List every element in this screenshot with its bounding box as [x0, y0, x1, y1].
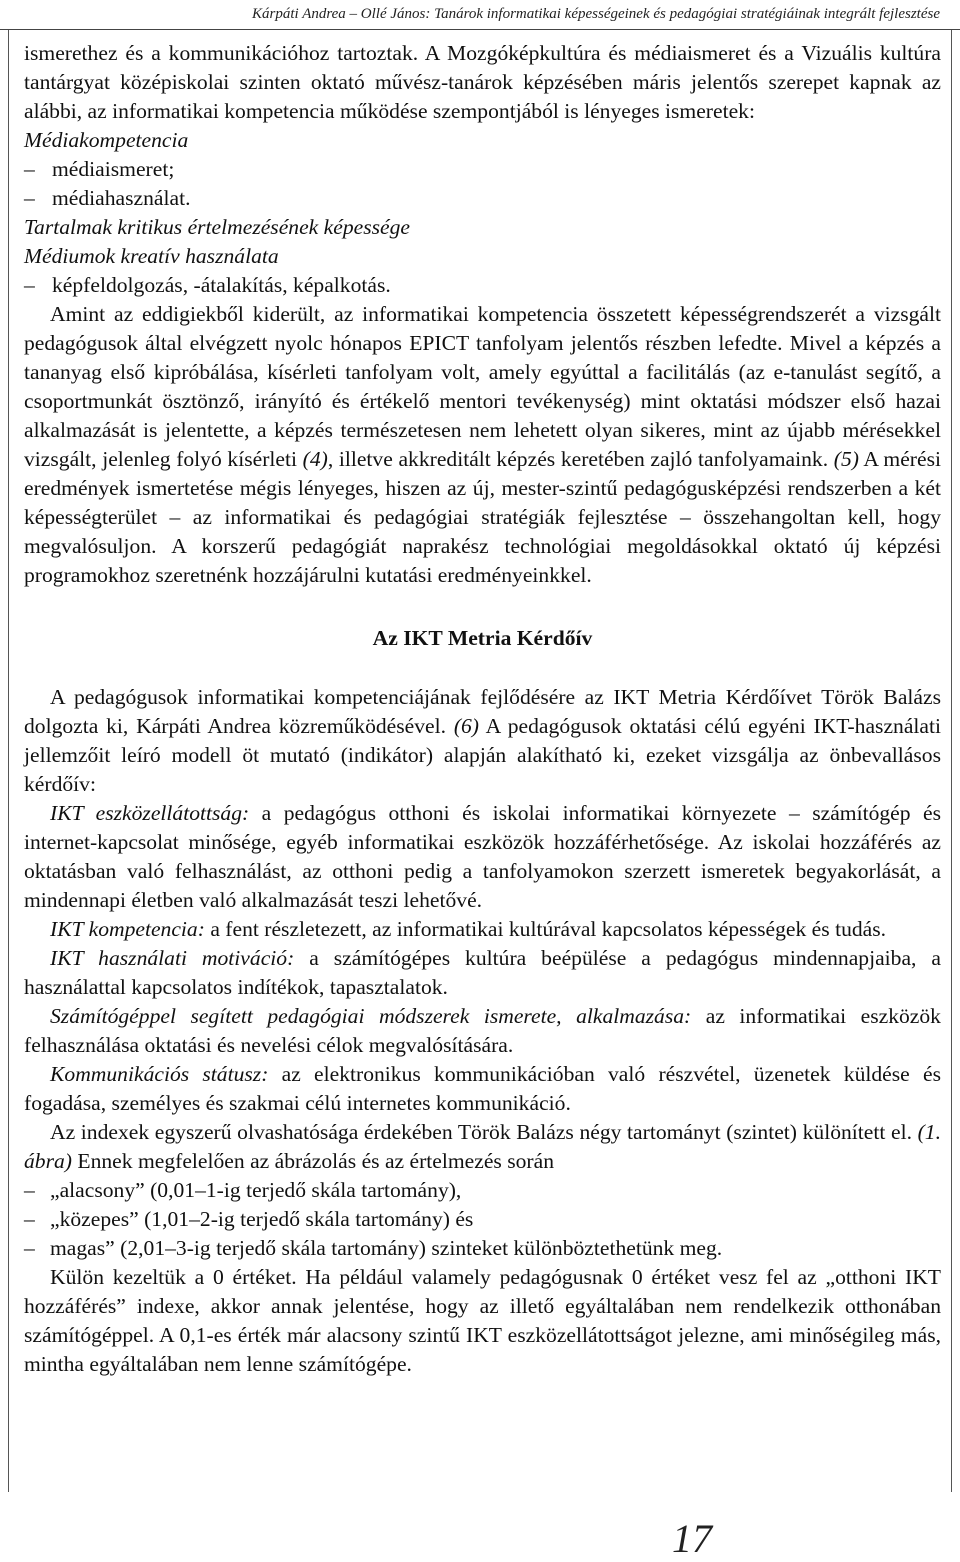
- indicator-paragraph: [24, 1002, 941, 1060]
- questionnaire-intro: [24, 683, 941, 799]
- creative-use-heading: Médiumok kreatív használata: [24, 244, 279, 268]
- closing-paragraph: Külön kezeltük a 0 értéket. Ha például valamely pedagógusnak 0 értéket vesz fel az „otthoni IKT hozzáférés” indexe, akkor annak jelentése, hogy az illető egyáltalában nem rendelkezik otthonában számítógéppel. A 0,1-es érték már alacsony szintű IKT eszközellátottságot jelezne, ami minőségileg más, mintha egyáltalában nem lenne számítógépe.: [24, 1265, 941, 1376]
- epict-paragraph: [24, 300, 941, 590]
- epict-text-end: A mérési eredmények ismertetése mégis lényeges, hiszen az új, mester-szintű pedagógusképzési rendszerben a két képességterület – az informatikai és pedagógiai stratégiák fejlesztése – összehangoltan kell, hogy megvalósuljon. A korszerű pedagógiát naprakész technológiai megoldásokkal oktató új képzési programokhoz szeretnénk hozzájárulni kutatási eredményeinkkel.: [24, 447, 941, 587]
- indicator-paragraph: [24, 944, 941, 1002]
- range-text: „alacsony” (0,01–1-ig terjedő skála tartomány),: [50, 1178, 462, 1202]
- indicator-term: IKT kompetencia:: [50, 917, 205, 941]
- indicator-text: a fent részletezett, az informatikai kultúrával kapcsolatos képességek és tudás.: [204, 917, 887, 941]
- indicator-text: az elektronikus kommunikációban való részvétel, üzenetek küldése és fogadása, személyes és szakmai célú internetes kommunikáció.: [24, 1062, 941, 1115]
- media-competence-heading: Médiakompetencia: [24, 128, 189, 152]
- list-dash: –: [24, 1236, 35, 1260]
- list-item: [24, 155, 941, 184]
- epict-text-main: Amint az eddigiekből kiderült, az informatikai kompetencia összetett képességrendszerét a vizsgált pedagógusok által elvégzett nyolc hónapos EPICT tanfolyam jelentős részben lefedte. Mivel a képzés a tananyag első kipróbálása, kísérleti tanfolyam volt, amely egyúttal a facilitálás (az e-tanulást segítő, a csoportmunkát ösztönző, irányító és értékelő mentori tevékenység) mint oktatási módszer első hazai alkalmazását is jelentette, a képzés természetesen nem lehetett olyan sikeres, mint az újabb mérésekkel vizsgált, jelenleg folyó kísérleti: [24, 302, 941, 471]
- range-item: [24, 1234, 941, 1263]
- indicator-term: Kommunikációs státusz:: [50, 1062, 269, 1086]
- index-paragraph: [24, 1118, 941, 1176]
- indicator-text: a pedagógus otthoni és iskolai informatikai környezete – számítógép és internet-kapcsolat minősége, egyéb informatikai eszközök hozzáférhetősége. Az iskolai hozzáférés az oktatásban való felhasználást, az otthoni pedig a tanfolyamokon szerzett ismeretek begyakorlását, a mindennapi életben való alkalmazását teszi lehetővé.: [24, 801, 941, 912]
- indicator-term: IKT használati motiváció:: [50, 946, 295, 970]
- list-item-text: médiahasználat.: [52, 186, 191, 210]
- figure-reference: (1. ábra): [24, 1120, 941, 1173]
- running-head: Kárpáti Andrea – Ollé János: Tanárok informatikai képességeinek és pedagógiai stratégiáinak integrált fejlesztése: [252, 6, 940, 22]
- indicator-term: Számítógéppel segített pedagógiai módszerek ismerete, alkalmazása:: [50, 1004, 692, 1028]
- indicator-paragraph: [24, 915, 941, 944]
- list-dash: –: [24, 1207, 35, 1231]
- list-item: [24, 271, 941, 300]
- list-dash: –: [24, 186, 35, 210]
- index-text-a: Az indexek egyszerű olvashatósága érdekében Török Balázs négy tartományt (szintet) különített el.: [50, 1120, 918, 1144]
- range-text: „közepes” (1,01–2-ig terjedő skála tartomány) és: [50, 1207, 474, 1231]
- indicator-term: IKT eszközellátottság:: [50, 801, 250, 825]
- index-text-b: Ennek megfelelően az ábrázolás és az értelmezés során: [72, 1149, 555, 1173]
- list-dash: –: [24, 1178, 35, 1202]
- indicator-text: az informatikai eszközök felhasználása oktatási és nevelési célok megvalósítására.: [24, 1004, 941, 1057]
- list-dash: –: [24, 273, 35, 297]
- right-margin-rule: [951, 30, 952, 1492]
- reference-4: (4): [302, 447, 328, 471]
- indicator-text: a számítógépes kultúra beépülése a pedagógus mindennapjaiba, a használattal kapcsolatos indítékok, tapasztalatok.: [24, 946, 941, 999]
- left-margin-rule: [8, 30, 9, 1492]
- epict-text-mid: , illetve akkreditált képzés keretében zajló tanfolyamaink.: [327, 447, 834, 471]
- reference-6: (6): [453, 714, 479, 738]
- range-item: [24, 1176, 941, 1205]
- questionnaire-intro-a: A pedagógusok informatikai kompetenciájának fejlődésére az IKT Metria Kérdőívet Török Balázs dolgozta ki, Kárpáti Andrea közreműködésével.: [24, 685, 941, 738]
- indicator-paragraph: [24, 1060, 941, 1118]
- header-rule: [0, 29, 960, 30]
- reference-5: (5): [833, 447, 859, 471]
- list-item-text: médiaismeret;: [52, 157, 175, 181]
- page-number: 17: [672, 1516, 712, 1561]
- range-text: magas” (2,01–3-ig terjedő skála tartomány) szinteket különböztethetünk meg.: [50, 1236, 723, 1260]
- indicator-paragraph: [24, 799, 941, 915]
- list-dash: –: [24, 157, 35, 181]
- list-item-text: képfeldolgozás, -átalakítás, képalkotás.: [52, 273, 391, 297]
- range-item: [24, 1205, 941, 1234]
- section-title: Az IKT Metria Kérdőív: [372, 626, 593, 650]
- page-body: [24, 39, 941, 1379]
- intro-paragraph: ismerethez és a kommunikációhoz tartoztak. A Mozgóképkultúra és médiaismeret és a Vizuális kultúra tantárgyat középiskolai szinten oktató művész-tanárok képzésében máris jelentős szerepet kapnak az alábbi, az informatikai kompetencia működése szempontjából is lényeges ismeretek:: [24, 41, 941, 123]
- questionnaire-intro-b: A pedagógusok oktatási célú egyéni IKT-használati jellemzőit leíró modell öt mutató (indikátor) alapján alakítható ki, ezeket vizsgálja az önbevallásos kérdőív:: [24, 714, 941, 796]
- list-item: [24, 184, 941, 213]
- critical-interpretation-heading: Tartalmak kritikus értelmezésének képessége: [24, 215, 410, 239]
